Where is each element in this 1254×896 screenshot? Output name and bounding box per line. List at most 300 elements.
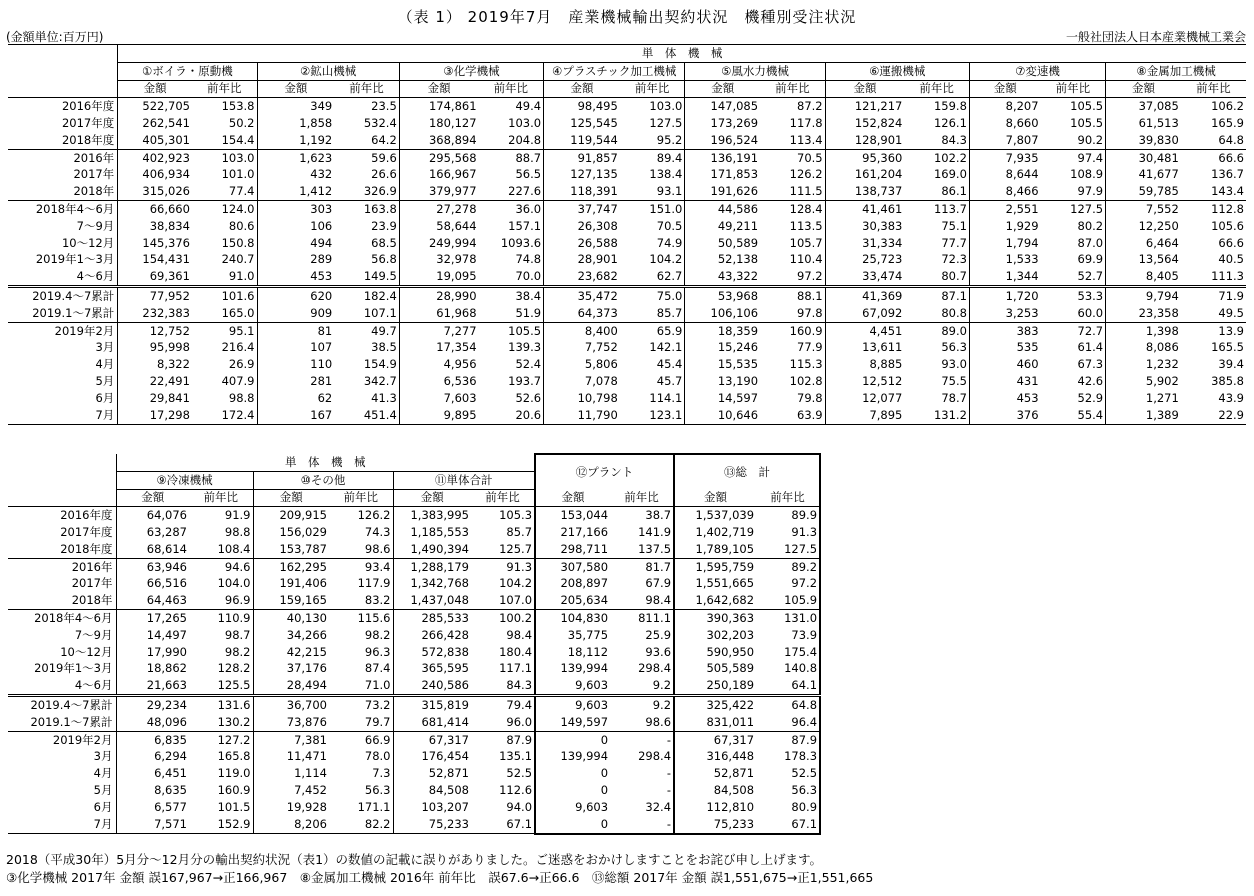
ratio-cell: 160.9 xyxy=(789,323,823,338)
amount-cell: 25,723 xyxy=(825,252,904,269)
ratio-cell: 240.7 xyxy=(221,252,255,267)
ratio-cell: 98.4 xyxy=(610,592,674,609)
ratio-cell: 56.8 xyxy=(371,252,397,267)
ratio-cell: 87.9 xyxy=(506,732,533,747)
ratio-cell: 108.9 xyxy=(1070,167,1104,182)
amount-cell: 1,789,105 xyxy=(674,541,756,558)
ratio-cell: 407.9 xyxy=(221,374,255,389)
ratio-cell: 56.3 xyxy=(364,783,391,798)
ratio-cell: 7.3 xyxy=(372,766,391,781)
amount-cell: 6,464 xyxy=(1106,235,1181,252)
amount-cell: 240,586 xyxy=(393,677,471,695)
row-label: 2018年度 xyxy=(8,132,118,149)
amount-cell: 147,085 xyxy=(685,98,760,115)
amount-cell: 63,287 xyxy=(116,524,189,541)
row-label: 2018年4～6月 xyxy=(35,202,115,217)
table-row xyxy=(8,356,1246,373)
ratio-cell: 105.9 xyxy=(756,592,820,609)
ratio-cell: 113.7 xyxy=(933,202,967,217)
ratio-cell: 127.2 xyxy=(217,732,251,747)
amount-cell: 139,994 xyxy=(535,749,610,766)
amount-cell: 37,176 xyxy=(253,661,329,678)
ratio-cell: 105.6 xyxy=(1211,218,1244,233)
amount-cell: 167 xyxy=(257,407,334,424)
amount-header: 金額 xyxy=(393,489,471,507)
super-header: 単 体 機 械 xyxy=(116,454,535,471)
ratio-cell: 41.3 xyxy=(371,390,397,405)
ratio-cell: 96.4 xyxy=(756,714,820,731)
ratio-cell: 75.0 xyxy=(656,289,683,304)
ratio-cell: 103.0 xyxy=(649,99,683,114)
ratio-cell: 104.2 xyxy=(649,252,683,267)
category-header: ⑥運搬機械 xyxy=(825,62,969,80)
ratio-cell: 104.0 xyxy=(217,576,251,591)
table-row xyxy=(8,149,1246,166)
ratio-cell: 74.9 xyxy=(656,235,683,250)
amount-cell: 69,361 xyxy=(118,268,192,286)
row-label: 2017年度 xyxy=(61,116,115,131)
amount-cell: 7,452 xyxy=(253,782,329,799)
amount-cell: 22,491 xyxy=(118,373,192,390)
row-label: 10～12月 xyxy=(60,644,113,659)
row-label: 2019年2月 xyxy=(52,732,113,747)
ratio-cell: 85.7 xyxy=(620,305,685,322)
ratio-cell: 82.2 xyxy=(329,816,393,834)
amount-cell: 8,644 xyxy=(969,167,1040,184)
amount-cell: 154,431 xyxy=(118,252,192,269)
amount-cell: 33,474 xyxy=(825,268,904,286)
ratio-cell: 105.7 xyxy=(789,235,823,250)
ratio-cell: 111.5 xyxy=(760,183,825,200)
ratio-cell: 101.5 xyxy=(217,799,251,814)
ratio-cell: 78.0 xyxy=(364,749,391,764)
ratio-cell: 40.5 xyxy=(1218,252,1244,267)
amount-cell: 6,577 xyxy=(116,799,189,816)
amount-cell: 139,994 xyxy=(535,661,610,678)
ratio-cell: 67.9 xyxy=(645,576,672,591)
ratio-cell: 98.6 xyxy=(610,714,674,731)
ratio-cell: 110.4 xyxy=(789,252,823,267)
ratio-header: 前年比 xyxy=(620,80,685,98)
ratio-cell: 157.1 xyxy=(508,218,542,233)
amount-cell: 66,516 xyxy=(116,576,189,593)
ratio-cell: 72.7 xyxy=(1077,323,1104,338)
amount-cell: 14,597 xyxy=(685,390,760,407)
table-row xyxy=(8,627,820,644)
ratio-cell: 39.4 xyxy=(1218,357,1244,372)
ratio-cell: 87.4 xyxy=(364,661,391,676)
ratio-cell: 75.5 xyxy=(941,374,967,389)
ratio-cell: 326.9 xyxy=(334,183,399,200)
ratio-cell: 84.3 xyxy=(904,132,969,149)
ratio-cell: 126.2 xyxy=(357,508,391,523)
ratio-cell: 165.8 xyxy=(217,749,251,764)
row-label: 2018年4～6月 xyxy=(34,611,113,626)
amount-cell: 12,752 xyxy=(118,322,192,339)
amount-cell: 106,106 xyxy=(685,305,760,322)
ratio-cell: 56.3 xyxy=(756,782,820,799)
amount-cell: 176,454 xyxy=(393,749,471,766)
ratio-cell: 66.6 xyxy=(1218,235,1244,250)
table-row xyxy=(8,305,1246,322)
row-label: 2018年 xyxy=(8,183,118,200)
amount-cell: 10,798 xyxy=(544,390,620,407)
amount-cell: 1,402,719 xyxy=(674,524,756,541)
ratio-cell: 22.9 xyxy=(1181,407,1246,424)
amount-cell: 1,858 xyxy=(257,115,334,132)
amount-cell: 8,660 xyxy=(969,115,1040,132)
amount-cell: 432 xyxy=(257,167,334,184)
ratio-cell: 98.8 xyxy=(228,390,255,405)
amount-cell: 64,076 xyxy=(116,507,189,524)
ratio-cell: 83.2 xyxy=(329,592,393,609)
amount-cell: 110 xyxy=(257,356,334,373)
orders-table-2 xyxy=(8,453,821,835)
ratio-cell: 70.5 xyxy=(797,150,823,165)
amount-cell: 390,363 xyxy=(674,610,756,627)
ratio-cell: 97.2 xyxy=(760,268,825,286)
table-row xyxy=(8,268,1246,286)
row-label: 2016年度 xyxy=(61,99,115,114)
ratio-cell: 89.2 xyxy=(756,558,820,575)
ratio-cell: 26.6 xyxy=(371,167,397,182)
amount-cell: 1,389 xyxy=(1106,407,1181,424)
ratio-cell: 94.0 xyxy=(506,799,533,814)
amount-cell: 63,946 xyxy=(116,558,189,575)
amount-cell: 171,853 xyxy=(685,167,760,184)
amount-cell: 316,448 xyxy=(674,749,756,766)
ratio-cell: 52.6 xyxy=(515,390,542,405)
table-row xyxy=(8,749,820,766)
amount-cell: 61,513 xyxy=(1106,115,1181,132)
amount-header: 金額 xyxy=(535,489,610,507)
ratio-cell: 112.6 xyxy=(499,783,533,798)
table-row xyxy=(8,340,1246,357)
amount-cell: 44,586 xyxy=(685,201,760,218)
ratio-cell: 105.5 xyxy=(1070,99,1104,114)
ratio-cell: 97.2 xyxy=(756,576,820,593)
amount-cell: 128,901 xyxy=(825,132,904,149)
table-row xyxy=(8,816,820,834)
ratio-cell: 79.8 xyxy=(797,390,823,405)
table-row xyxy=(8,592,820,609)
ratio-cell: 96.9 xyxy=(189,592,253,609)
category-header: ⑧金属加工機械 xyxy=(1106,62,1246,80)
ratio-cell: 52.9 xyxy=(1077,390,1104,405)
ratio-cell: 138.4 xyxy=(649,167,683,182)
amount-cell: 75,233 xyxy=(393,816,471,834)
row-label: 2019.4～7累計 xyxy=(32,289,115,304)
ratio-cell: 151.0 xyxy=(649,202,683,217)
amount-cell: 6,294 xyxy=(116,749,189,766)
row-label: 6月 xyxy=(95,390,115,405)
ratio-cell: 73.2 xyxy=(364,698,391,713)
ratio-cell: 125.5 xyxy=(189,677,253,695)
ratio-cell: 227.6 xyxy=(479,183,544,200)
amount-cell: 1,437,048 xyxy=(393,592,471,609)
ratio-header: 前年比 xyxy=(1041,80,1106,98)
amount-cell: 5,806 xyxy=(544,356,620,373)
ratio-cell: 88.7 xyxy=(515,150,542,165)
ratio-cell: 87.1 xyxy=(941,289,967,304)
ratio-cell: 113.5 xyxy=(789,218,823,233)
amount-cell: 12,077 xyxy=(825,390,904,407)
ratio-cell: 127.5 xyxy=(1070,202,1104,217)
amount-cell: 156,029 xyxy=(253,524,329,541)
ratio-cell: 52.7 xyxy=(1041,268,1106,286)
amount-cell: 104,830 xyxy=(535,610,610,627)
ratio-cell: 117.8 xyxy=(789,116,823,131)
amount-cell: 10,646 xyxy=(685,407,760,424)
amount-cell: 9,794 xyxy=(1106,287,1181,305)
ratio-cell: 70.5 xyxy=(656,218,683,233)
amount-cell: 1,551,665 xyxy=(674,576,756,593)
ratio-cell: 20.6 xyxy=(479,407,544,424)
row-label: 2016年 xyxy=(73,150,115,165)
ratio-cell: 159.8 xyxy=(933,99,967,114)
amount-cell: 149,597 xyxy=(535,714,610,731)
amount-cell: 6,835 xyxy=(116,731,189,748)
ratio-cell: 100.2 xyxy=(499,611,533,626)
ratio-cell: 9.2 xyxy=(610,677,674,695)
amount-cell: 106 xyxy=(257,218,334,235)
amount-cell: 13,611 xyxy=(825,340,904,357)
amount-cell: 27,278 xyxy=(399,201,478,218)
amount-cell: 64,463 xyxy=(116,592,189,609)
ratio-cell: 63.9 xyxy=(760,407,825,424)
amount-cell: 14,497 xyxy=(116,627,189,644)
table-row xyxy=(8,98,1246,115)
ratio-cell: 87.2 xyxy=(797,99,823,114)
amount-cell: 1,114 xyxy=(253,765,329,782)
amount-cell: 405,301 xyxy=(118,132,192,149)
amount-cell: 174,861 xyxy=(399,98,478,115)
ratio-cell: 298.4 xyxy=(638,661,672,676)
amount-cell: 1,929 xyxy=(969,218,1040,235)
amount-cell: 9,603 xyxy=(535,799,610,816)
ratio-cell: 98.2 xyxy=(364,627,391,642)
ratio-cell: 71.9 xyxy=(1218,289,1244,304)
amount-cell: 7,895 xyxy=(825,407,904,424)
amount-cell: 298,711 xyxy=(535,541,610,558)
ratio-cell: 136.7 xyxy=(1211,167,1244,182)
ratio-cell: 88.1 xyxy=(797,289,823,304)
amount-cell: 909 xyxy=(257,305,334,322)
ratio-cell: 38.4 xyxy=(515,289,542,304)
ratio-cell: 64.8 xyxy=(756,696,820,714)
ratio-cell: 451.4 xyxy=(334,407,399,424)
unit-label: (金額単位:百万円) xyxy=(6,30,104,44)
ratio-cell: 93.1 xyxy=(620,183,685,200)
amount-cell: 66,660 xyxy=(118,201,192,218)
amount-cell: 262,541 xyxy=(118,115,192,132)
row-label: 7～9月 xyxy=(74,627,113,642)
amount-cell: 49,211 xyxy=(685,218,760,235)
ratio-cell: 125.7 xyxy=(471,541,535,558)
amount-cell: 7,381 xyxy=(253,731,329,748)
header-blank xyxy=(8,471,116,489)
amount-cell: 505,589 xyxy=(674,661,756,678)
ratio-cell: 49.5 xyxy=(1181,305,1246,322)
ratio-cell: 153.8 xyxy=(221,99,255,114)
ratio-cell: 98.2 xyxy=(224,644,251,659)
amount-cell: 28,901 xyxy=(544,252,620,269)
row-label: 2019.4～7累計 xyxy=(30,698,113,713)
amount-cell: 28,990 xyxy=(399,287,478,305)
amount-cell: 153,787 xyxy=(253,541,329,558)
ratio-cell: 59.6 xyxy=(371,150,397,165)
ratio-cell: 95.1 xyxy=(228,323,255,338)
row-label: 3月 xyxy=(93,749,113,764)
category-header: ⑪単体合計 xyxy=(393,471,535,489)
ratio-cell: 85.7 xyxy=(506,525,533,540)
ratio-cell: 113.4 xyxy=(760,132,825,149)
row-label: 2019年1～3月 xyxy=(34,661,113,676)
category-header: ⑤風水力機械 xyxy=(685,62,825,80)
ratio-cell: 127.5 xyxy=(756,541,820,558)
ratio-cell: 74.8 xyxy=(515,252,542,267)
amount-cell: 166,967 xyxy=(399,167,478,184)
amount-cell: 5,902 xyxy=(1106,373,1181,390)
category-header: ③化学機械 xyxy=(399,62,543,80)
amount-cell: 208,897 xyxy=(535,576,610,593)
amount-header: 金額 xyxy=(399,80,478,98)
amount-cell: 52,871 xyxy=(393,765,471,782)
amount-cell: 349 xyxy=(257,98,334,115)
ratio-cell: 97.9 xyxy=(1041,183,1106,200)
amount-cell: 302,203 xyxy=(674,627,756,644)
amount-cell: 36,700 xyxy=(253,696,329,714)
amount-cell: 32,978 xyxy=(399,252,478,269)
amount-cell: 289 xyxy=(257,252,334,269)
amount-cell: 162,295 xyxy=(253,558,329,575)
amount-cell: 0 xyxy=(535,816,610,834)
table-row xyxy=(8,507,820,524)
orders-table-1 xyxy=(8,44,1246,425)
amount-cell: 402,923 xyxy=(118,149,192,166)
ratio-cell: 45.4 xyxy=(656,357,683,372)
table-row xyxy=(8,644,820,661)
ratio-cell: 124.0 xyxy=(221,202,255,217)
amount-cell: 38,834 xyxy=(118,218,192,235)
ratio-cell: 52.5 xyxy=(756,765,820,782)
ratio-cell: 101.0 xyxy=(221,167,255,182)
ratio-cell: 80.6 xyxy=(228,218,255,233)
ratio-cell: 131.2 xyxy=(904,407,969,424)
ratio-header: 前年比 xyxy=(329,489,393,507)
header-blank xyxy=(8,62,118,80)
table-row xyxy=(8,235,1246,252)
amount-cell: 1,537,039 xyxy=(674,507,756,524)
ratio-cell: 298.4 xyxy=(638,749,672,764)
plant-header: ⑫プラント xyxy=(535,454,674,489)
ratio-cell: 84.3 xyxy=(471,677,535,695)
amount-header: 金額 xyxy=(257,80,334,98)
ratio-cell: 115.3 xyxy=(789,357,823,372)
row-label: 4～6月 xyxy=(8,268,118,286)
amount-cell: 125,545 xyxy=(544,115,620,132)
ratio-cell: 64.2 xyxy=(334,132,399,149)
ratio-header: 前年比 xyxy=(192,80,257,98)
ratio-cell: 1093.6 xyxy=(500,235,542,250)
amount-cell: 8,322 xyxy=(118,356,192,373)
amount-cell: 460 xyxy=(969,356,1040,373)
amount-cell: 1,271 xyxy=(1106,390,1181,407)
table-row xyxy=(8,115,1246,132)
table-row xyxy=(8,218,1246,235)
amount-cell: 232,383 xyxy=(118,305,192,322)
ratio-cell: 81.7 xyxy=(645,559,672,574)
table-row xyxy=(8,252,1246,269)
amount-cell: 8,207 xyxy=(969,98,1040,115)
amount-cell: 431 xyxy=(969,373,1040,390)
amount-cell: 1,342,768 xyxy=(393,576,471,593)
amount-cell: 84,508 xyxy=(674,782,756,799)
ratio-cell: 79.7 xyxy=(329,714,393,731)
amount-cell: 8,400 xyxy=(544,322,620,339)
ratio-cell: 117.1 xyxy=(499,661,533,676)
amount-cell: 53,968 xyxy=(685,287,760,305)
amount-cell: 572,838 xyxy=(393,644,471,661)
amount-cell: 19,928 xyxy=(253,799,329,816)
ratio-cell: 165.0 xyxy=(192,305,257,322)
amount-cell: 17,265 xyxy=(116,610,189,627)
ratio-cell: 89.9 xyxy=(756,507,820,524)
ratio-cell: 38.5 xyxy=(371,340,397,355)
amount-cell: 0 xyxy=(535,731,610,748)
ratio-cell: 140.8 xyxy=(756,661,820,678)
amount-cell: 266,428 xyxy=(393,627,471,644)
amount-cell: 43,322 xyxy=(685,268,760,286)
amount-cell: 35,472 xyxy=(544,287,620,305)
ratio-cell: 70.0 xyxy=(479,268,544,286)
amount-cell: 118,391 xyxy=(544,183,620,200)
note-apology: 2018（平成30年）5月分～12月分の輸出契約状況（表1）の数値の記載に誤りがありました。ご迷惑をおかけしますことをお詫び申し上げます。 xyxy=(6,852,823,867)
ratio-cell: 80.7 xyxy=(904,268,969,286)
amount-cell: 52,871 xyxy=(674,765,756,782)
ratio-cell: 165.5 xyxy=(1211,340,1244,355)
ratio-cell: 130.2 xyxy=(189,714,253,731)
amount-cell: 7,571 xyxy=(116,816,189,834)
amount-cell: 1,192 xyxy=(257,132,334,149)
amount-cell: 217,166 xyxy=(535,524,610,541)
amount-cell: 153,044 xyxy=(535,507,610,524)
ratio-cell: 216.4 xyxy=(221,340,255,355)
amount-cell: 406,934 xyxy=(118,167,192,184)
ratio-cell: 79.4 xyxy=(506,698,533,713)
ratio-cell: 131.6 xyxy=(217,698,251,713)
amount-cell: 535 xyxy=(969,340,1040,357)
ratio-cell: 89.4 xyxy=(656,150,683,165)
ratio-cell: 64.1 xyxy=(756,677,820,695)
amount-cell: 191,406 xyxy=(253,576,329,593)
amount-cell: 1,794 xyxy=(969,235,1040,252)
ratio-cell: 91.9 xyxy=(224,508,251,523)
amount-cell: 1,533 xyxy=(969,252,1040,269)
ratio-cell: 98.7 xyxy=(224,627,251,642)
table-row xyxy=(8,799,820,816)
ratio-cell: 73.9 xyxy=(756,627,820,644)
ratio-cell: 52.5 xyxy=(506,766,533,781)
ratio-cell: 69.9 xyxy=(1077,252,1104,267)
ratio-cell: 86.1 xyxy=(904,183,969,200)
amount-cell: 8,405 xyxy=(1106,268,1181,286)
ratio-cell: 87.0 xyxy=(1077,235,1104,250)
amount-cell: 249,994 xyxy=(399,235,478,252)
amount-cell: 7,935 xyxy=(969,149,1040,166)
amount-cell: 196,524 xyxy=(685,132,760,149)
ratio-cell: 171.1 xyxy=(357,799,391,814)
